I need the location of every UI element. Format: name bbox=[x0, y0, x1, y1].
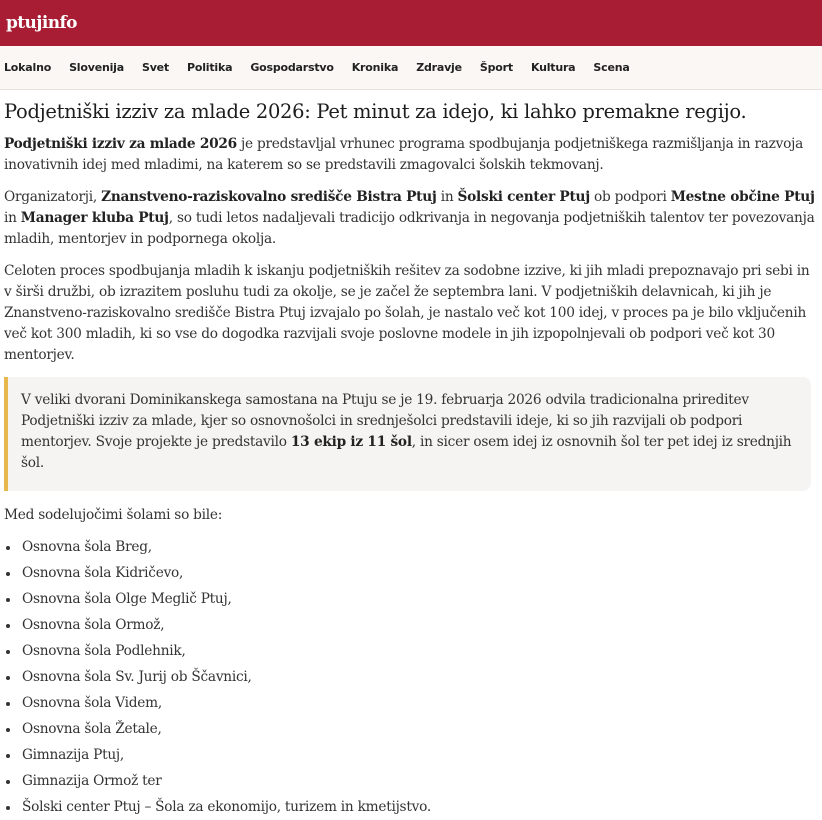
nav-item-gospodarstvo[interactable]: Gospodarstvo bbox=[250, 61, 334, 74]
nav-item-scena[interactable]: Scena bbox=[593, 61, 630, 74]
text: V veliki dvorani Dominikanskega samostana na Ptuju se je 19. februarja 2026 odvila tradicionalna prireditev Podjetniški izziv za mlade, kjer so osnovnošolci in srednješolci predstavili ideje, ki so jih razvijali ob podpori mentorjev. Svoje projekte je predstavilo bbox=[21, 392, 749, 450]
list-item: Osnovna šola Podlehnik, bbox=[4, 638, 818, 664]
list-item: Osnovna šola Sv. Jurij ob Ščavnici, bbox=[4, 664, 818, 690]
nav-item-kultura[interactable]: Kultura bbox=[530, 61, 576, 74]
list-item: Šolski center Ptuj – Šola za ekonomijo, turizem in kmetijstvo. bbox=[4, 794, 818, 820]
organizer-scptuj: Šolski center Ptuj bbox=[457, 189, 590, 205]
nav-item-kronika[interactable]: Kronika bbox=[351, 61, 399, 74]
text: in bbox=[436, 189, 458, 205]
text: ob podpori bbox=[589, 189, 671, 205]
nav-item-slovenija[interactable]: Slovenija bbox=[69, 61, 124, 74]
list-item: Osnovna šola Kidričevo, bbox=[4, 560, 818, 586]
nav-item-politika[interactable]: Politika bbox=[186, 61, 233, 74]
list-item: Osnovna šola Ormož, bbox=[4, 612, 818, 638]
article-paragraph-process: Celoten proces spodbujanja mladih k iskanju podjetniških rešitev za sodobne izzive, ki jih mladi prepoznavajo pri sebi in v širši družbi, ob izrazitem posluhu tudi za okolje, se je začel že septembra lani. V podjetniških delavnicah, ki jih je Znanstveno-raziskovalno središče Bistra Ptuj izvajalo po šolah, je nastalo več kot 100 idej, v proces pa je bilo vključenih več kot 300 mladih, ki so vse do dogodka razvijali svoje poslovne modele in jih izpopolnjevali ob podpori več kot 30 mentorjev. bbox=[4, 263, 810, 363]
article-paragraph-organizers bbox=[4, 187, 818, 250]
text: in bbox=[4, 210, 21, 226]
list-item: Osnovna šola Žetale, bbox=[4, 716, 818, 742]
nav-item-lokalno[interactable]: Lokalno bbox=[4, 61, 52, 74]
event-name: Podjetniški izziv za mlade 2026 bbox=[4, 136, 237, 152]
list-item: Osnovna šola Videm, bbox=[4, 690, 818, 716]
highlight-text bbox=[21, 390, 797, 474]
site-header bbox=[0, 0, 822, 46]
article-title: Podjetniški izziv za mlade 2026: Pet minut za idejo, ki lahko premakne regijo. bbox=[4, 100, 747, 123]
nav-item-sport[interactable]: Šport bbox=[479, 61, 513, 74]
list-item: Gimnazija Ptuj, bbox=[4, 742, 818, 768]
text: , in sicer osem idej iz osnovnih šol ter pet idej iz srednjih šol. bbox=[21, 434, 792, 471]
teams-count: 13 ekip iz 11 šol bbox=[290, 434, 412, 450]
main-nav bbox=[0, 46, 822, 90]
list-item: Osnovna šola Olge Meglič Ptuj, bbox=[4, 586, 818, 612]
highlight-box bbox=[4, 377, 811, 491]
organizer-bistra: Znanstveno-raziskovalno središče Bistra Ptuj bbox=[101, 189, 437, 205]
schools-intro: Med sodelujočimi šolami so bile: bbox=[4, 507, 223, 523]
supporter-mop: Mestne občine Ptuj bbox=[670, 189, 815, 205]
nav-item-zdravje[interactable]: Zdravje bbox=[416, 61, 462, 74]
text: , so tudi letos nadaljevali tradicijo odkrivanja in negovanja podjetniških talentov ter povezovanja mladih, mentorjev in podpornega okolja. bbox=[4, 210, 815, 247]
article-paragraph-intro bbox=[4, 134, 818, 176]
list-item: Gimnazija Ormož ter bbox=[4, 768, 818, 794]
site-logo[interactable]: ptujinfo bbox=[6, 13, 77, 33]
schools-list bbox=[4, 534, 818, 820]
supporter-manager-klub: Manager kluba Ptuj bbox=[20, 210, 169, 226]
article bbox=[0, 90, 822, 820]
nav-item-svet[interactable]: Svet bbox=[141, 61, 169, 74]
intro-text: je predstavljal vrhunec programa spodbujanja podjetniškega razmišljanja in razvoja inovativnih idej med mladimi, na katerem so se predstavili zmagovalci šolskih tekmovanj. bbox=[4, 136, 803, 173]
list-item: Osnovna šola Breg, bbox=[4, 534, 818, 560]
text: Organizatorji, bbox=[4, 189, 102, 205]
